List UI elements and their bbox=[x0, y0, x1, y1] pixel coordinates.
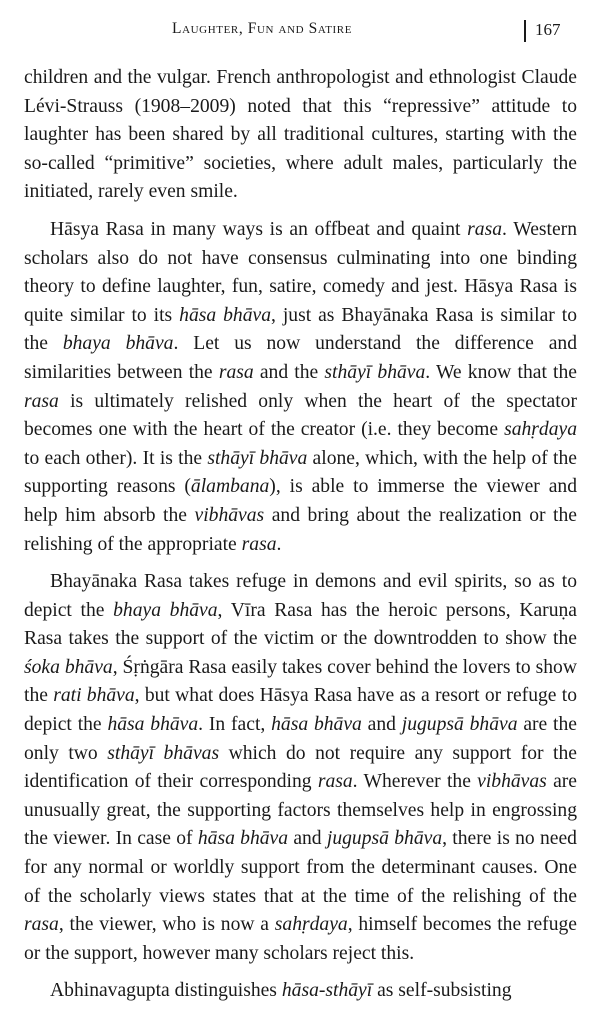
text-run: . In fact, bbox=[198, 714, 272, 736]
italic-term: sahṛdaya bbox=[504, 419, 577, 441]
italic-term: rati bhāva bbox=[53, 685, 135, 707]
italic-term: hāsa bhāva bbox=[107, 714, 199, 736]
text-run: ), is able to immerse the viewer and help him absorb the bbox=[24, 476, 577, 526]
text-run: , there is no need for any normal or worldly support from the determinant causes. One of the scholarly views states that at the time of the relishing of the bbox=[24, 828, 577, 907]
text-run: and bring about the realization or the relishing of the appropriate bbox=[24, 504, 577, 555]
italic-term: hāsa bhāva bbox=[179, 304, 271, 326]
running-title: Laughter, Fun and Satire bbox=[172, 20, 353, 37]
italic-term: rasa bbox=[467, 218, 503, 240]
paragraph bbox=[24, 64, 577, 207]
page-number: 167 bbox=[535, 20, 561, 39]
text-run: . We know that the bbox=[425, 361, 577, 383]
italic-term: rasa bbox=[317, 771, 353, 793]
text-run: are the only two bbox=[24, 714, 577, 764]
text-run: Hāsya Rasa in many ways is an offbeat and quaint bbox=[50, 218, 468, 240]
italic-term: bhaya bhāva bbox=[62, 333, 174, 355]
paragraph bbox=[24, 216, 577, 559]
text-run: alone, which, with the help of the supporting reasons ( bbox=[24, 447, 577, 498]
italic-term: sthāyī bhāva bbox=[207, 447, 308, 469]
text-run: Bhayānaka Rasa takes refuge in demons and evil spirits, so as to depict the bbox=[24, 571, 577, 621]
text-run: . bbox=[276, 533, 282, 555]
header-divider bbox=[524, 20, 526, 42]
text-run: . Let us now understand the difference and similarities between the bbox=[24, 333, 577, 383]
italic-term: hāsa-sthāyī bbox=[281, 980, 373, 1002]
italic-term: sthāyī bhāvas bbox=[107, 742, 220, 764]
text-run: , Vīra Rasa has the heroic persons, Karuṇa Rasa takes the support of the victim or the downtrodden to show the bbox=[24, 599, 577, 650]
italic-term: jugupsā bhāva bbox=[401, 714, 518, 736]
text-run: and bbox=[288, 828, 327, 850]
text-run: which do not require any support for the identification of their corresponding bbox=[24, 742, 577, 793]
italic-term: hāsa bhāva bbox=[271, 714, 362, 736]
text-run: are unusually great, the supporting factors themselves help in engrossing the viewer. In case of bbox=[24, 771, 577, 850]
italic-term: rasa bbox=[218, 361, 254, 383]
italic-term: vibhāvas bbox=[477, 771, 547, 793]
body-text bbox=[24, 64, 577, 1006]
text-run: . Wherever the bbox=[352, 771, 478, 793]
text-run: children and the vulgar. French anthropologist and ethnologist Claude Lévi-Strauss (1908–2009) noted that this “repressive” attitude to laughter has been shared by all traditional cultures, starting with the so-called “primitive” societies, where adult males, particularly the initiated, rarely even smile. bbox=[24, 67, 577, 203]
italic-term: ālambana bbox=[190, 476, 270, 498]
italic-term: rasa bbox=[241, 533, 277, 555]
text-run: and the bbox=[253, 361, 325, 383]
running-head bbox=[0, 18, 600, 44]
text-run: Abhinavagupta distinguishes bbox=[50, 980, 282, 1002]
text-run: is ultimately relished only when the heart of the spectator becomes one with the heart of the creator (i.e. they become bbox=[24, 390, 577, 441]
italic-term: rasa bbox=[24, 914, 59, 936]
text-run: , Śṛṅgāra Rasa easily takes cover behind the lovers to show the bbox=[24, 656, 577, 707]
text-run: , himself becomes the refuge or the support, however many scholars reject this. bbox=[24, 914, 577, 964]
italic-term: vibhāvas bbox=[194, 504, 265, 526]
paragraph bbox=[24, 568, 577, 968]
text-run: to each other). It is the bbox=[24, 447, 208, 469]
italic-term: hāsa bhāva bbox=[197, 828, 289, 850]
text-run: , the viewer, who is now a bbox=[58, 914, 275, 936]
text-run: and bbox=[361, 714, 402, 736]
italic-term: sthāyī bhāva bbox=[324, 361, 426, 383]
italic-term: jugupsā bhāva bbox=[326, 828, 443, 850]
italic-term: rasa bbox=[24, 390, 59, 412]
paragraph bbox=[24, 977, 577, 1006]
text-run: as self-subsisting bbox=[372, 980, 512, 1002]
italic-term: bhaya bhāva bbox=[113, 599, 218, 621]
italic-term: sahṛdaya bbox=[274, 914, 348, 936]
text-run: . Western scholars also do not have consensus culminating into one binding theory to define laughter, fun, satire, comedy and jest. Hāsya Rasa is quite similar to its bbox=[24, 218, 577, 326]
italic-term: śoka bhāva bbox=[24, 656, 113, 678]
text-run: , but what does Hāsya Rasa have as a resort or refuge to depict the bbox=[24, 685, 578, 736]
text-run: , just as Bhayānaka Rasa is similar to the bbox=[24, 304, 577, 355]
